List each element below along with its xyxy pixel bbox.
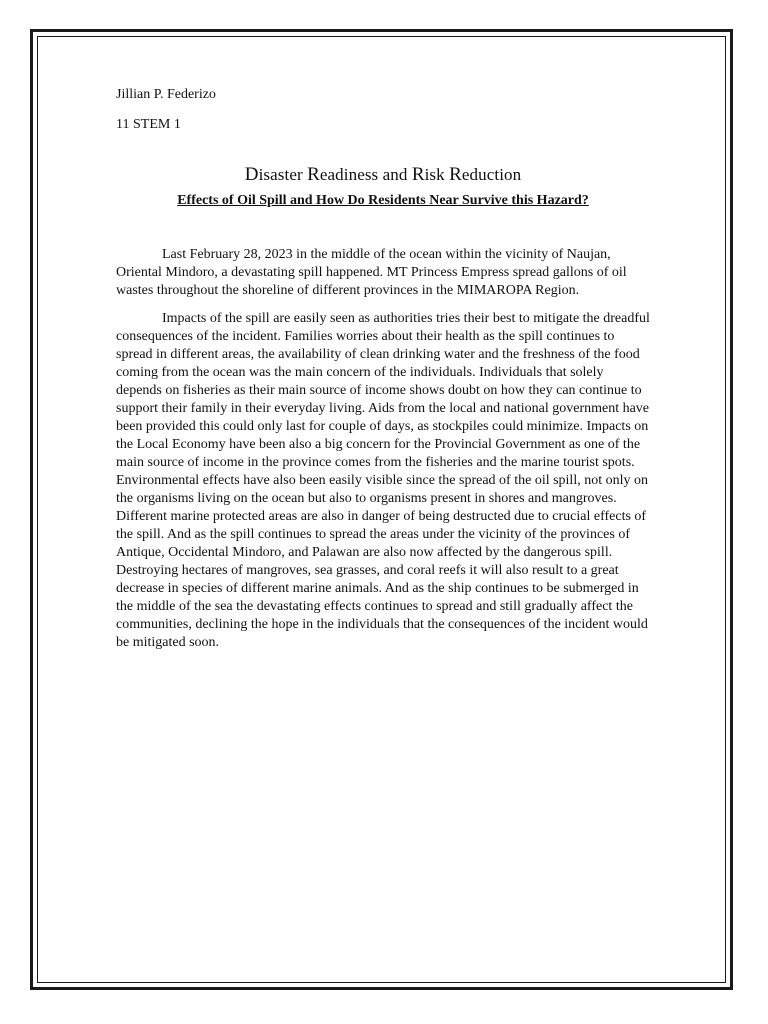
paragraph-2: Impacts of the spill are easily seen as authorities tries their best to mitigate the dreadful consequences of the incident. Families worries about their health as the spill continues to spread in different areas, the availability of clean drinking water and the freshness of the food coming from the ocean was the main concern of the individuals. Individuals that solely depends on fisheries as their main source of income shows doubt on how they can continue to support their family in their everyday living. Aids from the local and national government have been provided this could only last for couple of days, as stockpiles could minimize. Impacts on the Local Economy have been also a big concern for the Provincial Government as one of the main source of income in the province comes from the fisheries and the marine tourist spots. Environmental effects have also been easily visible since the spread of the oil spill, not only on the organisms living on the ocean but also to organisms present in shores and mangroves. Different marine protected areas are also in danger of being destructed due to crucial effects of the spill. And as the spill continues to spread the areas under the vicinity of the provinces of Antique, Occidental Mindoro, and Palawan are also now affected by the dangerous spill. Destroying hectares of mangroves, sea grasses, and coral reefs it will also result to a great decrease in species of different marine animals. And as the ship continues to be submerged in the middle of the sea the devastating effects continues to spread and still gradually affect the communities, declining the hope in the individuals that the consequences of the incident would be mitigated soon. xyxy=(116,311,650,650)
paragraph-1: Last February 28, 2023 in the middle of the ocean within the vicinity of Naujan, Oriental Mindoro, a devastating spill happened. MT Princess Empress spread gallons of oil wastes throughout the shoreline of different provinces in the MIMAROPA Region. xyxy=(116,247,627,298)
document-subtitle: Effects of Oil Spill and How Do Residents Near Survive this Hazard? xyxy=(177,193,589,208)
document-title xyxy=(116,164,650,186)
author-section: 11 STEM 1 xyxy=(116,117,181,132)
author-name: Jillian P. Federizo xyxy=(116,87,216,102)
title-rest-1: isaster xyxy=(258,165,308,184)
title-cap-2: R xyxy=(307,164,320,185)
title-rest-3: isk xyxy=(424,165,450,184)
title-cap-4: R xyxy=(449,164,462,185)
title-rest-2: eadiness and xyxy=(319,165,412,184)
title-cap-1: D xyxy=(244,164,259,185)
document-body xyxy=(116,86,650,662)
title-rest-4: eduction xyxy=(461,165,522,184)
title-cap-3: R xyxy=(411,164,425,185)
